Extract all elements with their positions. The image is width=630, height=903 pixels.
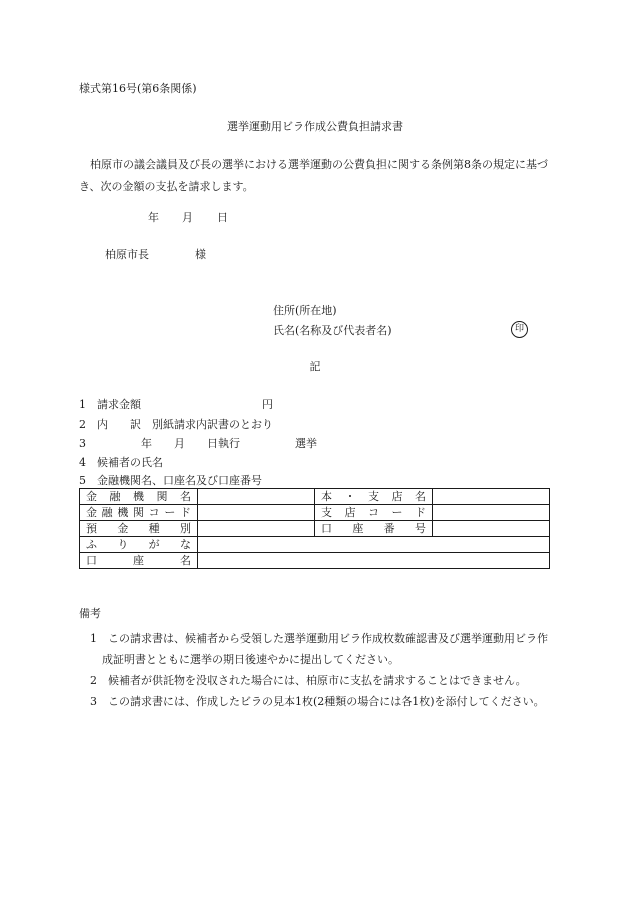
branch-code-label: 支店コード: [315, 505, 433, 521]
table-row: [80, 489, 550, 505]
account-name-label: 口座名: [80, 553, 198, 569]
addressee: [105, 249, 206, 260]
request-statement: 柏原市の議会議員及び長の選挙における選挙運動の公費負担に関する条例第8条の規定に基づき、次の金額の支払を請求します。: [79, 158, 548, 193]
item-number: 2: [79, 418, 86, 431]
furigana-cell[interactable]: [198, 537, 550, 553]
furigana-label: ふりがな: [80, 537, 198, 553]
item-number: 3: [79, 437, 86, 450]
item-text: 年 月 日執行 選挙: [97, 437, 317, 450]
date-year: 年: [148, 211, 159, 224]
table-row: [80, 537, 550, 553]
bank-code-cell[interactable]: [198, 505, 315, 521]
branch-name-label: 本・支店名: [315, 489, 433, 505]
account-number-label: 口座番号: [315, 521, 433, 537]
item-candidate-name: [79, 457, 163, 468]
item-election-date: [79, 438, 317, 449]
note-text: 候補者が供託物を没収された場合には、柏原市に支払を請求することはできません。: [108, 674, 527, 687]
note-text: この請求書は、候補者から受領した選挙運動用ビラ作成枚数確認書及び選挙運動用ビラ作成証明書とともに選挙の期日後速やかに提出してください。: [102, 632, 548, 666]
remark-note: [79, 670, 557, 691]
name-label: 氏名(名称及び代表者名): [273, 324, 392, 337]
note-number: 1: [90, 632, 97, 645]
account-name-cell[interactable]: [198, 553, 550, 569]
item-number: 5: [79, 474, 86, 487]
item-text: 請求金額 円: [97, 398, 273, 411]
account-number-cell[interactable]: [433, 521, 550, 537]
remarks-title: 備考: [79, 607, 101, 620]
item-number: 4: [79, 456, 86, 469]
bank-name-label: 金融機関名: [80, 489, 198, 505]
document-title: 選挙運動用ビラ作成公費負担請求書: [227, 120, 403, 133]
note-number: 2: [90, 674, 97, 687]
remark-note: [79, 628, 557, 670]
bank-code-label: 金融機関コード: [80, 505, 198, 521]
bank-account-table: [79, 488, 550, 569]
item-number: 1: [79, 398, 86, 411]
deposit-type-cell[interactable]: [198, 521, 315, 537]
date-day: 日: [217, 211, 228, 224]
ki-heading: 記: [309, 360, 321, 373]
seal-mark: 印: [511, 321, 528, 338]
date-month: 月: [182, 211, 193, 224]
addressee-name: 柏原市長: [105, 248, 149, 261]
bank-name-cell[interactable]: [198, 489, 315, 505]
item-text: 内 訳 別紙請求内訳書のとおり: [97, 418, 273, 431]
note-text: この請求書には、作成したビラの見本1枚(2種類の場合には各1枚)を添付してください。: [108, 695, 545, 708]
branch-name-cell[interactable]: [433, 489, 550, 505]
remark-note: [79, 691, 557, 712]
date-line: [148, 212, 228, 223]
item-breakdown: [79, 419, 273, 430]
branch-code-cell[interactable]: [433, 505, 550, 521]
addressee-honorific: 様: [195, 248, 206, 261]
item-bank-info: [79, 475, 262, 486]
form-number: 様式第16号(第6条関係): [79, 82, 197, 95]
item-text: 金融機関名、口座名及び口座番号: [97, 474, 262, 487]
table-row: [80, 505, 550, 521]
address-label: 住所(所在地): [273, 304, 337, 317]
deposit-type-label: 預金種別: [80, 521, 198, 537]
item-claim-amount: [79, 399, 273, 410]
table-row: [80, 553, 550, 569]
table-row: [80, 521, 550, 537]
item-text: 候補者の氏名: [97, 456, 163, 469]
note-number: 3: [90, 695, 97, 708]
